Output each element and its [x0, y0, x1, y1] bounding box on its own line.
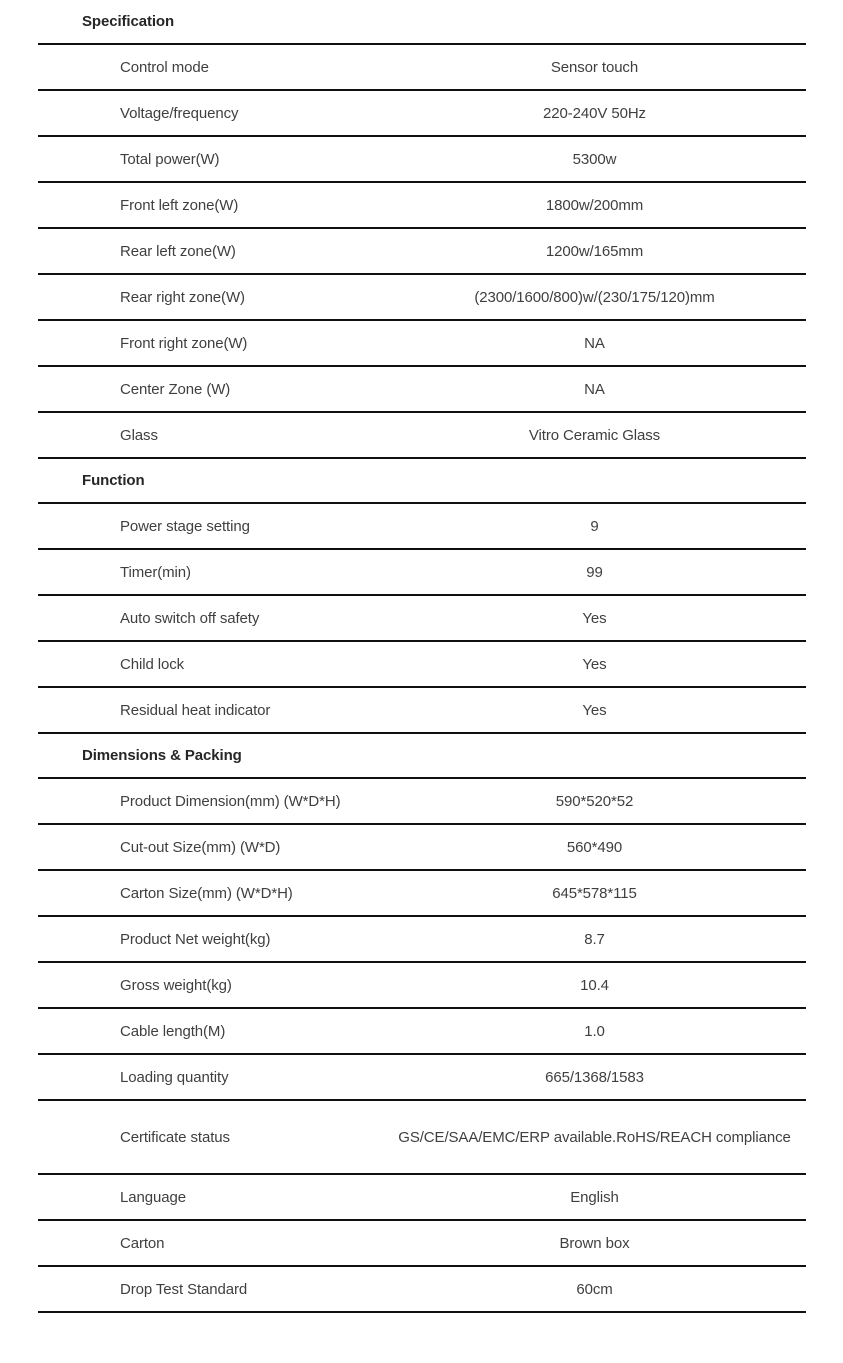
row-value: 220-240V 50Hz [543, 104, 646, 122]
row-label: Product Dimension(mm) (W*D*H) [120, 792, 341, 810]
row-value: 99 [586, 563, 603, 581]
row-label: Product Net weight(kg) [120, 930, 271, 948]
row-label: Control mode [120, 58, 209, 76]
row-value: 5300w [572, 150, 617, 168]
row-label: Voltage/frequency [120, 104, 239, 122]
row-value: 1800w/200mm [545, 196, 644, 214]
section-header [38, 734, 806, 779]
row-label: Front right zone(W) [120, 334, 248, 352]
row-label: Total power(W) [120, 150, 220, 168]
row-value: 60cm [576, 1280, 613, 1298]
row-value: GS/CE/SAA/EMC/ERP available.RoHS/REACH compliance [398, 1128, 791, 1146]
table-row [38, 413, 806, 459]
section-title: Function [82, 472, 145, 489]
row-label: Certificate status [120, 1128, 230, 1146]
section-title: Specification [82, 13, 175, 30]
table-row [38, 917, 806, 963]
table-row [38, 321, 806, 367]
row-value: 1.0 [584, 1022, 605, 1040]
row-label: Auto switch off safety [120, 609, 260, 627]
table-row [38, 91, 806, 137]
table-row [38, 229, 806, 275]
row-label: Cable length(M) [120, 1022, 226, 1040]
table-row [38, 1009, 806, 1055]
table-row [38, 504, 806, 550]
row-value: Yes [582, 701, 607, 719]
row-label: Loading quantity [120, 1068, 229, 1086]
row-value: Sensor touch [550, 58, 639, 76]
row-label: Glass [120, 426, 158, 444]
row-value: 665/1368/1583 [545, 1068, 644, 1086]
row-label: Cut-out Size(mm) (W*D) [120, 838, 281, 856]
row-value: Vitro Ceramic Glass [528, 426, 661, 444]
section-header [38, 0, 806, 45]
spec-table [38, 0, 806, 1313]
row-value: 1200w/165mm [545, 242, 644, 260]
row-label: Center Zone (W) [120, 380, 231, 398]
table-row [38, 642, 806, 688]
row-value: 10.4 [580, 976, 609, 994]
row-value: (2300/1600/800)w/(230/175/120)mm [474, 288, 715, 306]
table-row [38, 1175, 806, 1221]
row-value: Yes [582, 609, 607, 627]
row-label: Carton [120, 1234, 165, 1252]
table-row [38, 367, 806, 413]
row-value: 590*520*52 [555, 792, 634, 810]
section-title: Dimensions & Packing [82, 747, 242, 764]
table-row [38, 825, 806, 871]
row-label: Power stage setting [120, 517, 250, 535]
table-row [38, 871, 806, 917]
table-row [38, 963, 806, 1009]
table-row [38, 45, 806, 91]
table-row [38, 550, 806, 596]
row-label: Rear right zone(W) [120, 288, 245, 306]
table-row [38, 1267, 806, 1313]
row-value: 645*578*115 [552, 884, 637, 902]
row-label: Timer(min) [120, 563, 191, 581]
row-value: Brown box [559, 1234, 630, 1252]
table-row [38, 137, 806, 183]
row-label: Drop Test Standard [120, 1280, 248, 1298]
row-label: Front left zone(W) [120, 196, 239, 214]
row-label: Residual heat indicator [120, 701, 271, 719]
table-row [38, 1221, 806, 1267]
row-label: Child lock [120, 655, 185, 673]
row-value: Yes [582, 655, 607, 673]
table-row [38, 183, 806, 229]
row-value: NA [584, 334, 605, 352]
table-row [38, 596, 806, 642]
row-label: Gross weight(kg) [120, 976, 232, 994]
row-label: Carton Size(mm) (W*D*H) [120, 884, 293, 902]
section-header [38, 459, 806, 504]
table-row [38, 779, 806, 825]
row-value: NA [584, 380, 605, 398]
row-value: 9 [590, 517, 599, 535]
table-row [38, 275, 806, 321]
row-label: Rear left zone(W) [120, 242, 236, 260]
table-row [38, 688, 806, 734]
table-row [38, 1055, 806, 1101]
row-value: English [570, 1188, 619, 1206]
row-value: 8.7 [584, 930, 605, 948]
row-value: 560*490 [566, 838, 623, 856]
table-row [38, 1101, 806, 1175]
row-label: Language [120, 1188, 186, 1206]
